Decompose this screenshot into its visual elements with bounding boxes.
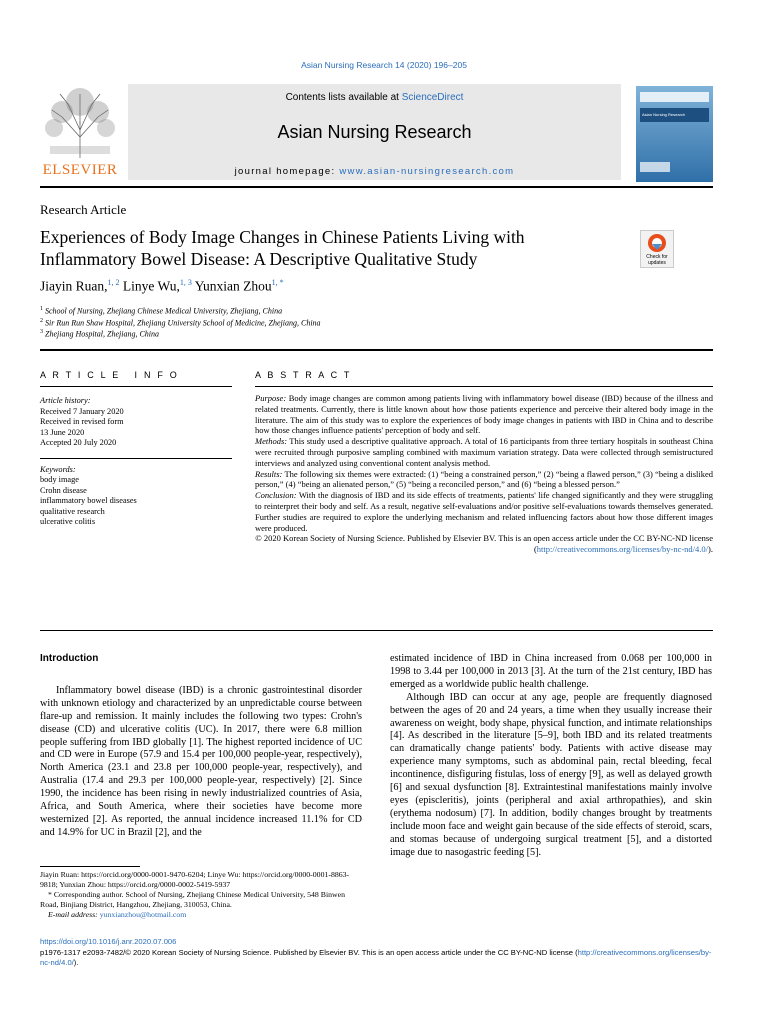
abstract-heading: A B S T R A C T <box>255 370 352 380</box>
intro-paragraph: Although IBD can occur at any age, people are frequently diagnosed between the ages of 20 and 24 years, a time when they usually increase their awareness on weight, body shape, physical function, and intimate relationships [4]. As described in the literature [5–9], both IBD and its related treatments can dramatically change patients' body. Patients with active disease may experience many symptoms, such as abdominal pain, rectal bleeding, fecal incontinence, disfiguring fistulas, loss of energy [9], as well as delayed growth [6] and sexual dysfunction [8]. Extraintestinal manifestations mainly involve eyes (episcleritis), joints (peripheral and axial arthropathies), and skin (erythema nodosum) [7]. In addition, bodily changes brought by treatments include moon face and weight gain because of the side effects of steroid, scars, and stomas because of undergoing surgical treatment [5], and a distorted image due to nasogastric feeding [5]. <box>390 691 712 858</box>
abstract-conclusion: Conclusion: With the diagnosis of IBD and its side effects of treatments, patients' life changed significantly and they were struggling to reinterpret their body and self. As a result, negative self-evaluations and/or positive self-evaluations towards themselves generated. Further studies are required to explore the underlying mechanism and related influencing factors about how those different images were produced. <box>255 490 713 533</box>
homepage-line: journal homepage: www.asian-nursingresearch.com <box>234 166 515 177</box>
email-link[interactable]: yunxianzhou@hotmail.com <box>99 910 187 919</box>
license-link[interactable]: http://creativecommons.org/licenses/by-nc-nd/4.0/ <box>536 544 709 555</box>
intro-paragraph: estimated incidence of IBD in China increased from 0.068 per 100,000 in 1998 to 3.44 per 100,000 in 2013 [3]. At the turn of the 21st century, IBD has emerged as a worldwide public health challenge. <box>390 653 712 690</box>
article-info-rule <box>40 386 232 387</box>
journal-cover[interactable] <box>636 86 713 182</box>
check-for-updates-badge[interactable] <box>640 230 674 268</box>
article-info-heading: A R T I C L E I N F O <box>40 370 179 380</box>
crossmark-label: Check for updates <box>646 254 668 266</box>
publisher-name: ELSEVIER <box>42 162 118 178</box>
keyword[interactable]: qualitative research <box>40 506 105 516</box>
history-item: Received 7 January 2020 <box>40 406 124 416</box>
keyword[interactable]: ulcerative colitis <box>40 517 96 526</box>
journal-banner <box>128 84 621 180</box>
homepage-link[interactable]: www.asian-nursingresearch.com <box>339 166 515 177</box>
abstract-body <box>255 393 713 555</box>
keywords-label: Keywords: <box>40 464 76 474</box>
abstract-purpose: Purpose: Body image changes are common among patients living with inflammatory bowel disease (IBD) because of the illness and related treatments. Currently, there is little known about how those patients experience and perceive their altered body image in the literature. The aim of this study was to explore the experiences of body image changes in patients with IBD in China and to describe how those changes influence patients' perception of body and self. <box>255 393 713 436</box>
intro-paragraph: Inflammatory bowel disease (IBD) is a chronic gastrointestinal disorder with unknown etiology and characterized by an unpredictable course between flare-up and remission. It mainly includes the following two types: Crohn's disease (CD) and ulcerative colitis (UC). In 2017, there were 6.8 million people suffering from IBD globally [1]. The highest reported incidence of UC and CD were in Europe (57.9 and 15.4 per 100,000 people-year, respectively), North America (23.1 and 23.8 per 100,000 people-year, respectively), and Australia (17.4 and 29.3 per 100,000 people-year, respectively) [2]. Since 1990, the incidence has been rising in newly industrialized countries of Asia, Africa, and South America, where their societies have become more westernized [2]. As reported, the annual incidence increased 11.1% for CD and 14.9% for UC in Brazil [2], and the <box>40 684 362 838</box>
sciencedirect-link[interactable]: ScienceDirect <box>401 92 464 103</box>
author-sup[interactable]: 1, 3 <box>179 278 192 287</box>
history-label: Article history: <box>40 396 91 405</box>
contents-line: Contents lists available at ScienceDirect <box>285 92 464 103</box>
left-column <box>40 653 362 840</box>
keywords-rule <box>40 458 232 459</box>
abstract-methods: Methods: This study used a descriptive qualitative approach. A total of 16 participants from three tertiary hospitals in southeast China were recruited through purposive sampling combined with maximum variation strategy. Data were collected through semistructured interviews and analyzed using conventional content analysis method. <box>255 436 713 468</box>
affiliation: $^3$ Zhejiang Hospital, Zhejiang, China <box>40 329 160 339</box>
journal-citation[interactable]: Asian Nursing Research 14 (2020) 196–205 <box>301 60 467 70</box>
page-footer <box>40 937 713 969</box>
email-footnote: E-mail address: yunxianzhou@hotmail.com <box>48 910 187 919</box>
abstract-results: Results: The following six themes were extracted: (1) “being a constrained person,” (2) “being a flawed person,” (3) “being a disliked person,” (4) “being an alienated person,” (5) “being a reconciled person,” and (6) “being a blessed person.” <box>255 468 713 490</box>
introduction-heading: Introduction <box>40 653 99 664</box>
history-item: 13 June 2020 <box>40 427 85 437</box>
author-sup[interactable]: 1, * <box>271 278 284 287</box>
orcid-footnote[interactable]: Jiayin Ruan: https://orcid.org/0000-0001-9470-6204; Linye Wu: https://orcid.org/0000-0001-8863-9818; Yunxian Zhou: https://orcid.org/0000-0002-5419-5937 <box>40 870 350 889</box>
history-item: Accepted 20 July 2020 <box>40 438 117 447</box>
corresponding-footnote: * Corresponding author. School of Nursing, Zhejiang Chinese Medical University, 548 Binwen Road, Binjiang District, Hangzhou, Zhejiang, 310053, China. <box>40 890 346 909</box>
author-name[interactable]: Yunxian Zhou <box>194 278 272 294</box>
history-item: Received in revised form <box>40 417 124 426</box>
abstract-bottom-rule <box>40 630 713 631</box>
author-name[interactable]: Linye Wu, <box>122 278 180 294</box>
keyword[interactable]: inflammatory bowel diseases <box>40 496 137 505</box>
abstract-copyright: © 2020 Korean Society of Nursing Science. Published by Elsevier BV. This is an open access article under the CC BY-NC-ND license (http://creativecommons.org/licenses/by-nc-nd/4.0/). <box>255 533 713 555</box>
affiliation: $^1$ School of Nursing, Zhejiang Chinese Medical University, Zhejiang, China <box>40 306 283 316</box>
cover-title: Asian Nursing Research <box>642 112 686 117</box>
article-title: Experiences of Body Image Changes in Chinese Patients Living with Inflammatory Bowel Disease: A Descriptive Qualitative Study <box>40 227 525 269</box>
article-info <box>40 396 230 528</box>
doi-link[interactable]: https://doi.org/10.1016/j.anr.2020.07.006 <box>40 937 177 946</box>
keyword[interactable]: Crohn disease <box>40 485 87 495</box>
author-sup[interactable]: 1, 2 <box>107 278 120 287</box>
affiliation: $^2$ Sir Run Run Shaw Hospital, Zhejiang University School of Medicine, Zhejiang, China <box>40 318 321 328</box>
footer-license-link[interactable]: http://creativecommons.org/licenses/by-nc-nd/4.0/ <box>40 947 712 967</box>
journal-name: Asian Nursing Research <box>277 122 472 142</box>
header-rule <box>40 186 713 188</box>
footnotes <box>40 870 362 920</box>
keyword[interactable]: body image <box>40 475 79 484</box>
issn-line: p1976-1317 e2093-7482/© 2020 Korean Society of Nursing Science. Published by Elsevier BV. This is an open access article under the CC BY-NC-ND license (http://creativecommons.org/licenses/by-nc-nd/4.0/). <box>40 947 712 967</box>
right-column <box>390 653 712 860</box>
affiliation-rule <box>40 349 713 351</box>
cover-image-icon <box>636 86 713 182</box>
abstract-rule <box>255 386 713 387</box>
author-name[interactable]: Jiayin Ruan, <box>40 278 108 294</box>
article-type: Research Article <box>40 202 127 217</box>
elsevier-logo <box>40 82 120 182</box>
footnote-rule <box>40 866 140 867</box>
author-list <box>40 278 284 295</box>
